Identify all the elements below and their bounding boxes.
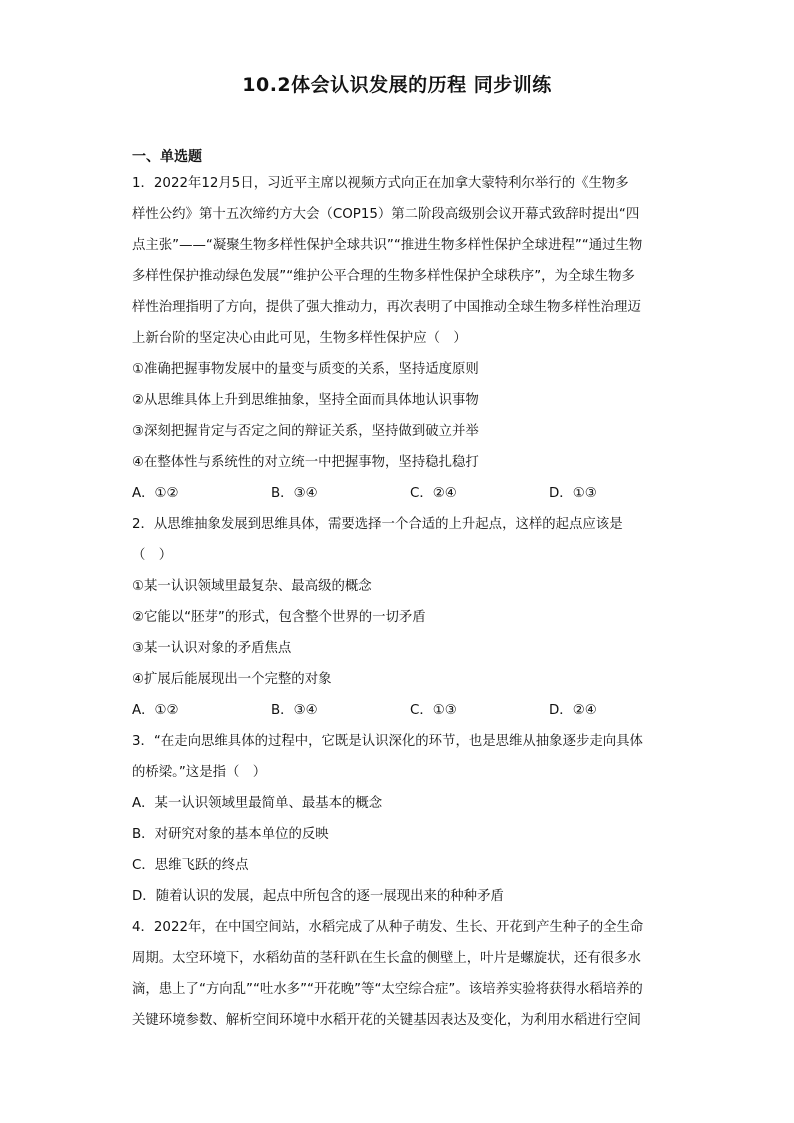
q2-stem-line: （ ） [132,548,173,563]
q2-statement: ①某一认识领域里最复杂、最高级的概念 [132,579,372,594]
q1-statement: ④在整体性与系统性的对立统一中把握事物，坚持稳扎稳打 [132,455,479,470]
q3-choice-b: B．对研究对象的基本单位的反映 [132,827,329,842]
q2-statement: ③某一认识对象的矛盾焦点 [132,641,292,656]
q2-option-b: B．③④ [271,703,318,718]
q1-stem-line: 点主张”——“凝聚生物多样性保护全球共识”“推进生物多样性保护全球进程”“通过生物 [132,238,643,253]
q2-option-a: A．①② [132,703,179,718]
q1-options [132,478,664,509]
q1-statement: ③深刻把握肯定与否定之间的辩证关系，坚持做到破立并举 [132,424,479,439]
question-list [132,168,664,1036]
q1-statement: ①准确把握事物发展中的量变与质变的关系，坚持适度原则 [132,362,479,377]
q3-choice-c: C．思维飞跃的终点 [132,858,249,873]
q3-choice-a: A．某一认识领域里最简单、最基本的概念 [132,796,383,811]
q1-stem-line: 多样性保护推动绿色发展”“维护公平合理的生物多样性保护全球秩序”，为全球生物多 [132,269,635,284]
q2-option-d: D．②④ [549,703,597,718]
q2-statement: ④扩展后能展现出一个完整的对象 [132,672,332,687]
page-title: 10.2体会认识发展的历程 同步训练 [242,74,552,96]
q1-option-c: C．②④ [410,486,457,501]
q1-stem-line: 上新台阶的坚定决心由此可见，生物多样性保护应（ ） [132,331,467,346]
q2-statement: ②它能以“胚芽”的形式，包含整个世界的一切矛盾 [132,610,426,625]
q2-stem-line: 2．从思维抽象发展到思维具体，需要选择一个合适的上升起点，这样的起点应该是 [132,517,623,532]
q4-stem-line: 4．2022年，在中国空间站，水稻完成了从种子萌发、生长、开花到产生种子的全生命 [132,920,644,935]
q1-option-b: B．③④ [271,486,318,501]
q1-statement: ②从思维具体上升到思维抽象，坚持全面而具体地认识事物 [132,393,479,408]
q2-options [132,695,664,726]
q3-stem-line: 3．“在走向思维具体的过程中，它既是认识深化的环节，也是思维从抽象逐步走向具体 [132,734,643,749]
q1-stem-line: 样性公约》第十五次缔约方大会（COP15）第二阶段高级别会议开幕式致辞时提出“四 [132,207,640,222]
q1-option-d: D．①③ [549,486,597,501]
q4-stem-line: 关键环境参数、解析空间环境中水稻开花的关键基因表达及变化，为利用水稻进行空间 [132,1013,641,1028]
q3-choice-d: D．随着认识的发展，起点中所包含的逐一展现出来的种种矛盾 [132,889,504,904]
q4-stem-line: 滴，患上了“方向乱”“吐水多”“开花晚”等“太空综合症”。该培养实验将获得水稻培养的 [132,982,643,997]
q1-option-a: A．①② [132,486,179,501]
q3-stem-line: 的桥梁。”这是指（ ） [132,765,267,780]
q4-stem-line: 周期。太空环境下，水稻幼苗的茎秆趴在生长盒的侧壁上，叶片是螺旋状，还有很多水 [132,951,641,966]
q2-option-c: C．①③ [410,703,457,718]
q1-stem-line: 样性治理指明了方向，提供了强大推动力，再次表明了中国推动全球生物多样性治理迈 [132,300,641,315]
section-heading: 一、单选题 [132,149,202,165]
q1-stem-line: 1．2022年12月5日，习近平主席以视频方式向正在加拿大蒙特利尔举行的《生物多 [132,176,629,191]
